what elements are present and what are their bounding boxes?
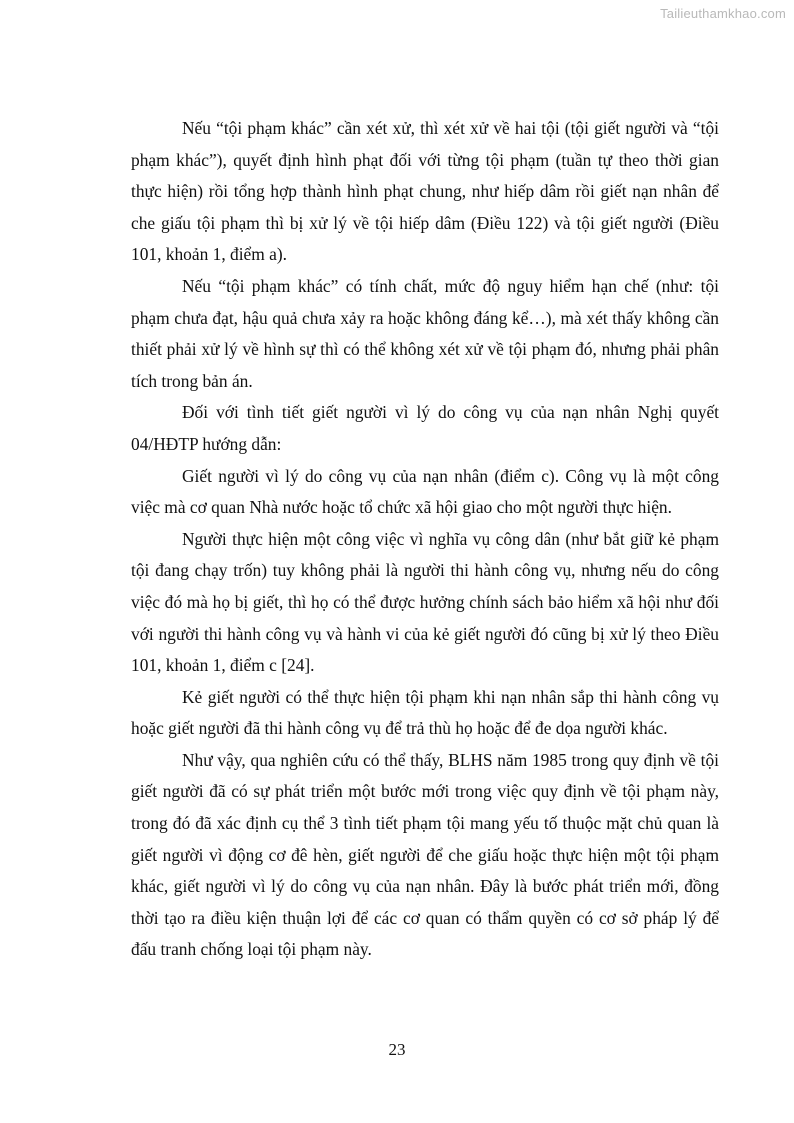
- paragraph: Nếu “tội phạm khác” có tính chất, mức độ nguy hiểm hạn chế (như: tội phạm chưa đạt, hậu quả chưa xảy ra hoặc không đáng kể…), mà xét thấy không cần thiết phải xử lý về hình sự thì có thể không xét xử về tội phạm đó, nhưng phải phân tích trong bản án.: [131, 275, 719, 391]
- paragraph: Kẻ giết người có thể thực hiện tội phạm khi nạn nhân sắp thi hành công vụ hoặc giết người đã thi hành công vụ để trả thù họ hoặc để đe dọa người khác.: [131, 686, 719, 739]
- paragraph: Giết người vì lý do công vụ của nạn nhân (điểm c). Công vụ là một công việc mà cơ quan Nhà nước hoặc tổ chức xã hội giao cho một người thực hiện.: [131, 465, 719, 518]
- paragraph: Đối với tình tiết giết người vì lý do công vụ của nạn nhân Nghị quyết 04/HĐTP hướng dẫn:: [131, 402, 719, 454]
- paragraph: Nếu “tội phạm khác” cần xét xử, thì xét xử về hai tội (tội giết người và “tội phạm khác”), quyết định hình phạt đối với từng tội phạm (tuần tự theo thời gian thực hiện) rồi tổng hợp thành hình phạt chung, như hiếp dâm rồi giết nạn nhân để che giấu tội phạm thì bị xử lý về tội hiếp dâm (Điều 122) và tội giết người (Điều 101, khoản 1, điểm a).: [131, 118, 719, 265]
- page-number: 23: [388, 1040, 406, 1059]
- paragraph: Người thực hiện một công việc vì nghĩa vụ công dân (như bắt giữ kẻ phạm tội đang chạy trốn) tuy không phải là người thi hành công vụ, nhưng nếu do công việc đó mà họ bị giết, thì họ có thể được hưởng chính sách bảo hiểm xã hội như đối với người thi hành công vụ và hành vi của kẻ giết người đó cũng bị xử lý theo Điều 101, khoản 1, điểm c [24].: [131, 528, 719, 676]
- document-body: [131, 113, 719, 966]
- paragraph: Như vậy, qua nghiên cứu có thể thấy, BLHS năm 1985 trong quy định về tội giết người đã có sự phát triển một bước mới trong việc quy định về tội phạm này, trong đó đã xác định cụ thể 3 tình tiết phạm tội mang yếu tố thuộc mặt chủ quan là giết người vì động cơ đê hèn, giết người để che giấu hoặc thực hiện một tội phạm khác, giết người vì lý do công vụ của nạn nhân. Đây là bước phát triển mới, đồng thời tạo ra điều kiện thuận lợi để các cơ quan có thẩm quyền có cơ sở pháp lý để đấu tranh chống loại tội phạm này.: [131, 749, 719, 960]
- watermark: Tailieuthamkhao.com: [660, 6, 786, 21]
